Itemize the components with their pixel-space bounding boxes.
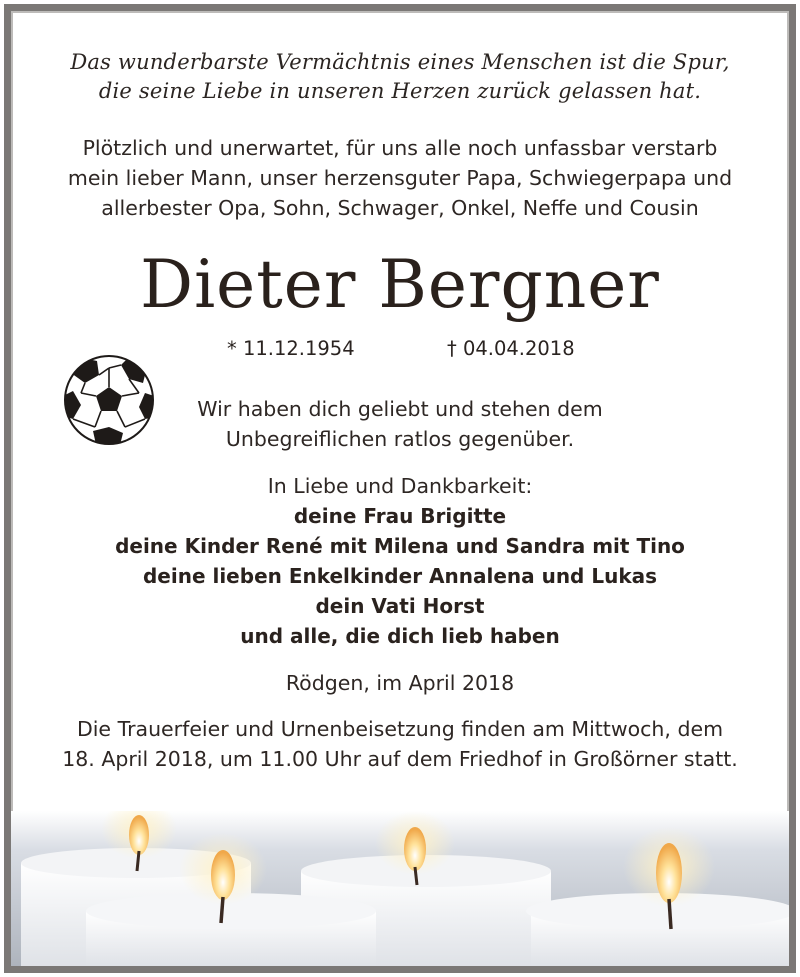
quote-line-2: die seine Liebe in unseren Herzen zurück gelassen hat. [98,79,702,103]
intro-line-2: mein lieber Mann, unser herzensguter Papa, Schwiegerpapa und [67,166,733,190]
mourner-others: und alle, die dich lieb haben [240,624,560,648]
intro-line-3: allerbester Opa, Sohn, Schwager, Onkel, Neffe und Cousin [101,196,699,220]
death-date: † 04.04.2018 [447,337,575,360]
intro-line-1: Plötzlich und unerwartet, für uns alle noch unfassbar verstarb [82,136,718,160]
candles-image [11,811,789,966]
mourners-heading: In Liebe und Dankbarkeit: [267,474,533,498]
quote-line-1: Das wunderbarste Vermächtnis eines Menschen ist die Spur, [70,50,730,74]
condolence-line-1: Wir haben dich geliebt und stehen dem [197,397,603,421]
funeral-line-2: 18. April 2018, um 11.00 Uhr auf dem Friedhof in Großörner statt. [62,747,738,771]
mourner-children: deine Kinder René mit Milena und Sandra mit Tino [115,534,685,558]
mourner-grandchildren: deine lieben Enkelkinder Annalena und Lukas [142,564,658,588]
deceased-name: Dieter Bergner [140,246,660,323]
place-date: Rödgen, im April 2018 [285,671,515,695]
obituary-card [4,4,796,973]
mourner-wife: deine Frau Brigitte [293,504,507,528]
mourner-father: dein Vati Horst [315,594,485,618]
funeral-line-1: Die Trauerfeier und Urnenbeisetzung finden am Mittwoch, dem [76,717,724,741]
condolence-line-2: Unbegreiflichen ratlos gegenüber. [225,427,575,451]
birth-date: * 11.12.1954 [227,337,355,360]
